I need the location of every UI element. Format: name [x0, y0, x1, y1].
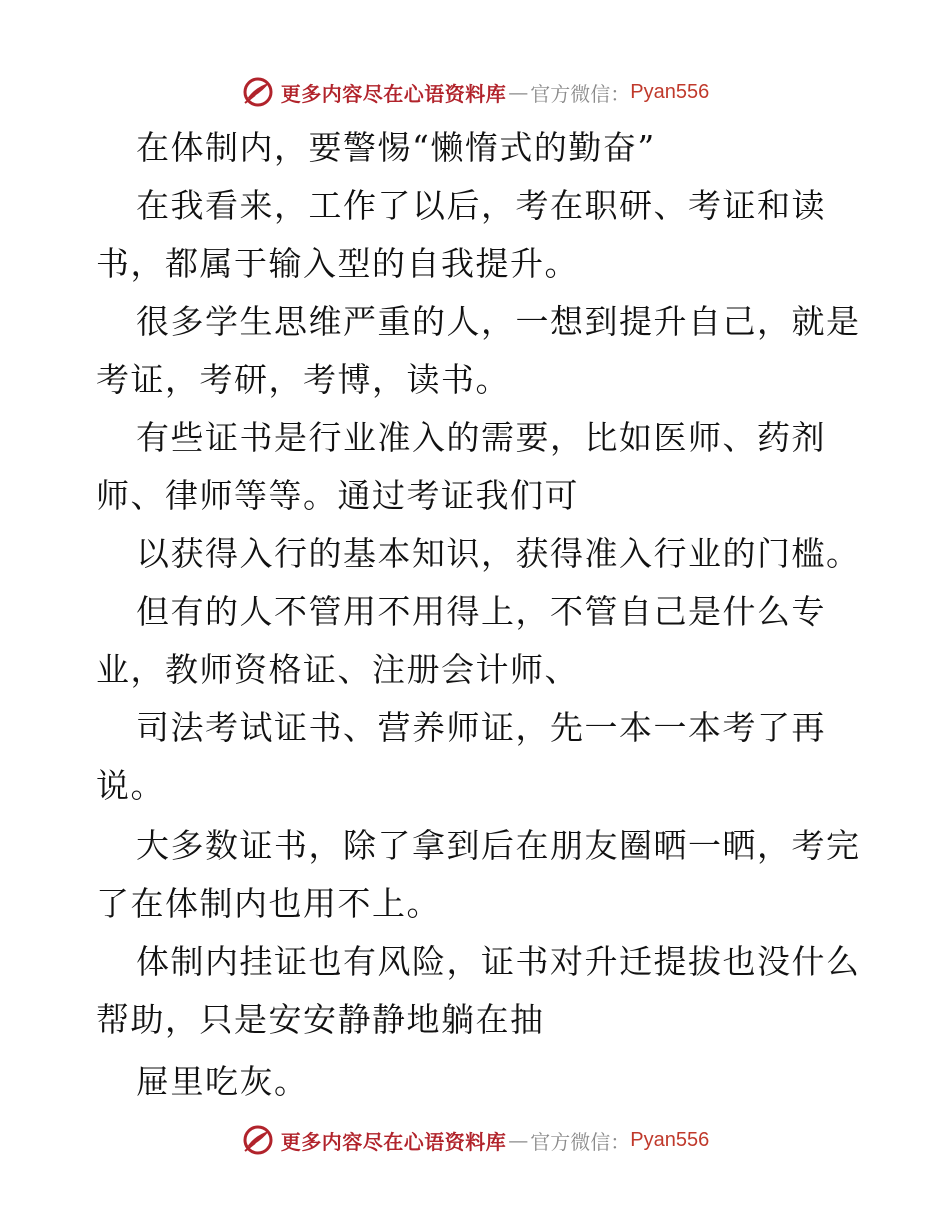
banner-contact-label: 官方微信：	[530, 81, 631, 106]
quill-logo-icon	[241, 75, 275, 109]
banner-dash: —	[508, 80, 529, 104]
paragraph-line: 业，教师资格证、注册会计师、	[96, 650, 579, 689]
paragraph-line: 司法考试证书、营养师证，先一本一本考了再	[136, 708, 826, 747]
paragraph-line: 有些证书是行业准入的需要，比如医师、药剂	[136, 418, 826, 457]
paragraph-line: 说。	[96, 766, 165, 805]
paragraph-line: 在体制内，要警惕“懒惰式的勤奋”	[136, 128, 656, 167]
header-banner	[0, 72, 950, 112]
paragraph-line: 体制内挂证也有风险，证书对升迁提拔也没什么	[136, 942, 861, 981]
paragraph-line: 以获得入行的基本知识，获得准入行业的门槛。	[136, 534, 861, 573]
banner-title: 更多内容尽在心语资料库	[280, 81, 507, 106]
banner-title: 更多内容尽在心语资料库	[280, 1129, 507, 1154]
paragraph-line: 在我看来，工作了以后，考在职研、考证和读	[136, 186, 826, 225]
paragraph-line: 但有的人不管用不用得上，不管自己是什么专	[136, 592, 826, 631]
paragraph-line: 帮助，只是安安静静地躺在抽	[96, 1000, 545, 1039]
paragraph-line: 大多数证书，除了拿到后在朋友圈晒一晒，考完	[136, 826, 861, 865]
paragraph-line: 书，都属于输入型的自我提升。	[96, 244, 579, 283]
paragraph-line: 考证，考研，考博，读书。	[96, 360, 510, 399]
quill-logo-icon	[241, 1123, 275, 1157]
paragraph-line: 了在体制内也用不上。	[96, 884, 441, 923]
banner-contact-id: Pyan556	[630, 1128, 710, 1151]
banner-contact-id: Pyan556	[630, 80, 710, 103]
paragraph-line: 很多学生思维严重的人，一想到提升自己，就是	[136, 302, 861, 341]
paragraph-line: 屉里吃灰。	[136, 1062, 309, 1101]
banner-contact-label: 官方微信：	[530, 1129, 631, 1154]
footer-banner	[0, 1120, 950, 1160]
paragraph-line: 师、律师等等。通过考证我们可	[96, 476, 579, 515]
banner-dash: —	[508, 1128, 529, 1152]
